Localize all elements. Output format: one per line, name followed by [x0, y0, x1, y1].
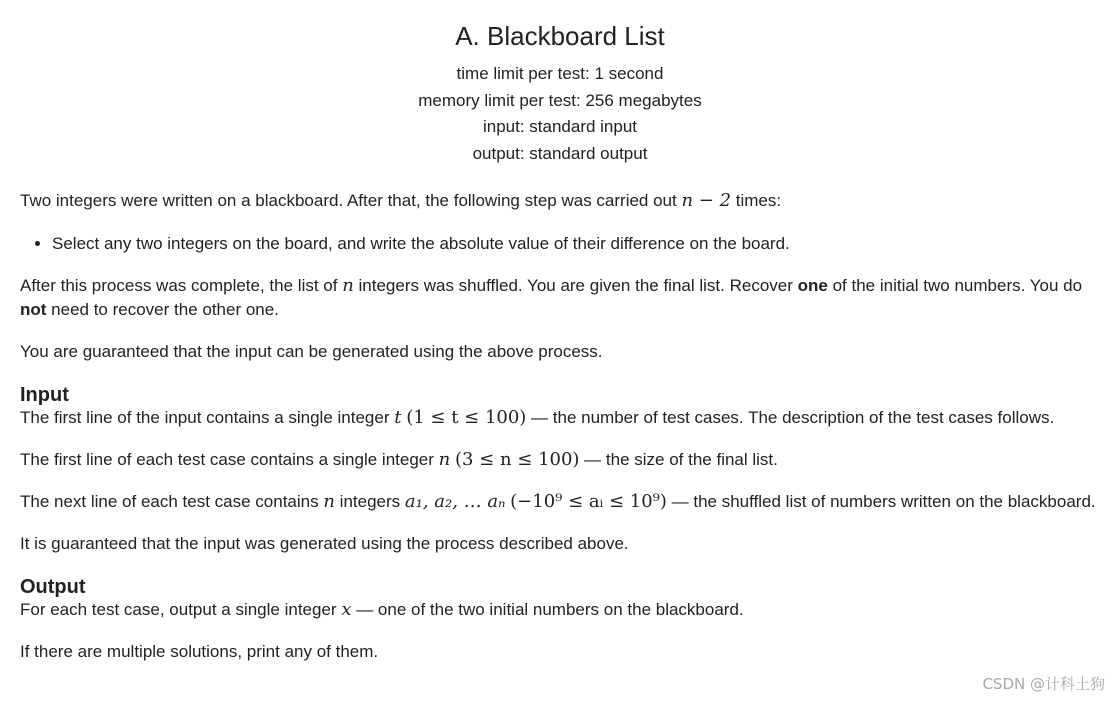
statement-text: Two integers were written on a blackboard. After that, the following step was carried out: [20, 191, 682, 210]
statement-paragraph-1: [20, 189, 1100, 213]
time-limit: time limit per test: 1 second: [456, 64, 664, 83]
statement-paragraph-2: [20, 274, 1100, 322]
math-variable: n: [438, 449, 451, 470]
math-range: (1 ≤ t ≤ 100): [406, 407, 527, 428]
input-line-3: [20, 490, 1100, 514]
math-variable: n: [323, 491, 335, 512]
statement-text: times:: [731, 191, 782, 210]
emphasis-not: not: [20, 300, 47, 319]
output-heading: Output: [20, 576, 86, 598]
input-text: integers: [334, 492, 405, 511]
problem-title: A. Blackboard List: [455, 21, 665, 51]
math-sequence: a₁, a₂, … aₙ: [404, 491, 506, 512]
input-text: — the number of test cases. The description of the test cases follows.: [526, 408, 1055, 427]
statement-text: need to recover the other one.: [46, 300, 279, 319]
problem-statement: [20, 0, 1100, 664]
statement-text: of the initial two numbers. You do: [827, 276, 1083, 295]
math-variable: t: [394, 407, 402, 428]
input-type: input: standard input: [482, 117, 638, 136]
input-line-2: [20, 448, 1100, 472]
statement-paragraph-3: You are guaranteed that the input can be generated using the above process.: [20, 342, 603, 361]
input-line-4: It is guaranteed that the input was generated using the process described above.: [20, 534, 629, 553]
math-expression: n − 2: [681, 190, 732, 211]
math-range: (−10⁹ ≤ aᵢ ≤ 10⁹): [510, 491, 667, 512]
output-type: output: standard output: [472, 143, 648, 163]
output-text: For each test case, output a single integer: [20, 600, 342, 619]
csdn-watermark: CSDN @计科土狗: [982, 675, 1105, 693]
input-text: The first line of each test case contains a single integer: [20, 450, 439, 469]
emphasis-one: one: [797, 276, 828, 295]
input-line-1: [20, 406, 1100, 430]
statement-text: After this process was complete, the list of: [20, 276, 343, 295]
input-text: The first line of the input contains a single integer: [20, 408, 395, 427]
step-list: [20, 232, 1100, 256]
list-item: • Select any two integers on the board, and write the absolute value of their difference on the board.: [52, 232, 1100, 256]
output-line-1: [20, 598, 1100, 622]
input-text: — the shuffled list of numbers written on the blackboard.: [666, 492, 1096, 511]
memory-limit: memory limit per test: 256 megabytes: [418, 90, 702, 110]
statement-text: integers was shuffled. You are given the final list. Recover: [353, 276, 798, 295]
math-range: (3 ≤ n ≤ 100): [454, 449, 580, 470]
input-text: — the size of the final list.: [579, 450, 778, 469]
output-line-2: If there are multiple solutions, print any of them.: [20, 642, 379, 661]
input-text: The next line of each test case contains: [20, 492, 324, 511]
output-text: — one of the two initial numbers on the blackboard.: [351, 600, 744, 619]
math-variable: x: [341, 599, 352, 620]
input-heading: Input: [20, 384, 69, 406]
problem-header: [20, 21, 1100, 167]
math-expression: n: [342, 275, 354, 296]
